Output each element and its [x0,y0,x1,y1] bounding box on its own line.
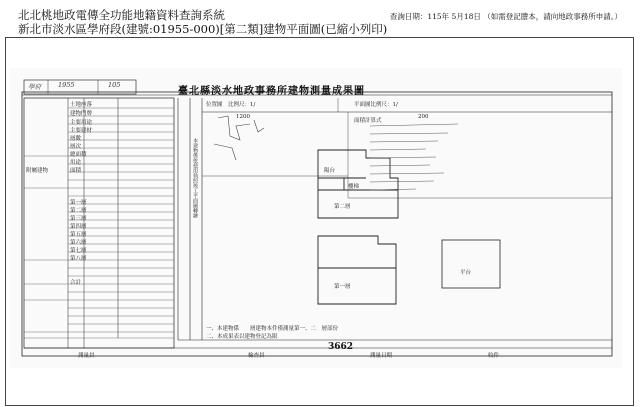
table-row-label: 層次 [70,144,82,150]
system-title: 北北桃地政電傳全功能地籍資料查詢系統 [18,8,225,22]
table-row-label: 主要用途 [70,120,93,126]
footer-note-1: 一、本建物係 層建物本件僅測量第一、二 層部份 [206,326,339,332]
table-row-label: 面積 [70,168,82,174]
table-row-label: 第三層 [70,216,87,222]
query-date: 查詢日期：115年 5月18日 （如需登記謄本，請向地政事務所申請。） [389,12,622,21]
scale-plan-label: 平面圖比例尺：1/ [354,102,398,108]
table-row-label: 第五層 [70,232,87,238]
table-row-label: 第六層 [70,240,87,246]
plan-title: 臺北縣淡水地政事務所建物測量成果圖 [178,86,365,97]
table-row-label: 總面積 [70,152,87,158]
plan-drawing [18,78,618,360]
table-row-label: 附屬建物 [26,168,49,174]
scanned-plan [10,68,622,368]
table-row-label: 第七層 [70,248,87,254]
table-row-label: 土地座落 [70,102,93,108]
document-number: 3662 [328,342,354,352]
checker-label: 檢查員 [248,353,265,359]
area-calc-label: 面積計算式 [354,118,382,124]
balcony-label: 陽台 [324,168,336,174]
header-left [18,8,387,36]
table-row-label: 層數 [70,136,82,142]
stamp-code: 1955 [58,81,75,89]
surveyor-label: 測量員 [78,353,95,359]
footer-note-2: 二、本成果表以建物登記為限 [206,334,278,340]
floor2-label: 第二層 [334,204,351,210]
table-row-label: 第二層 [70,208,87,214]
position-map-label: 位置圖 [206,102,223,108]
table-row-label: 建物門牌 [70,111,93,117]
floor1-label: 第一層 [334,284,351,290]
scale-plan-value: 200 [418,114,429,120]
scale-position-value: 1200 [236,114,250,120]
stamp-number: 105 [108,81,121,89]
doc-no-label: 收件 [488,353,500,359]
table-grid [24,108,174,338]
stamp-side-label: 學府 [28,83,41,91]
table-row-label: 第一層 [70,200,87,206]
document-subtitle: 新北市淡水區學府段(建號:01955-000)[第二類]建物平面圖(已縮小列印) [18,22,388,36]
vertical-note: 本建物係依使用執照竣工平面圖轉繪 [192,138,198,218]
table-row-label: 第八層 [70,256,87,262]
table-row-label: 主要建材 [70,128,93,134]
annex-label: 平台 [460,270,472,276]
table-row-label: 用途 [70,160,82,166]
stair-label: 樓梯 [348,184,360,190]
scale-position-label: 比例尺：1/ [228,102,256,108]
table-row-label: 合計 [70,280,82,286]
table-row-label: 第四層 [70,224,87,230]
survey-date-label: 測量日期 [370,353,393,359]
